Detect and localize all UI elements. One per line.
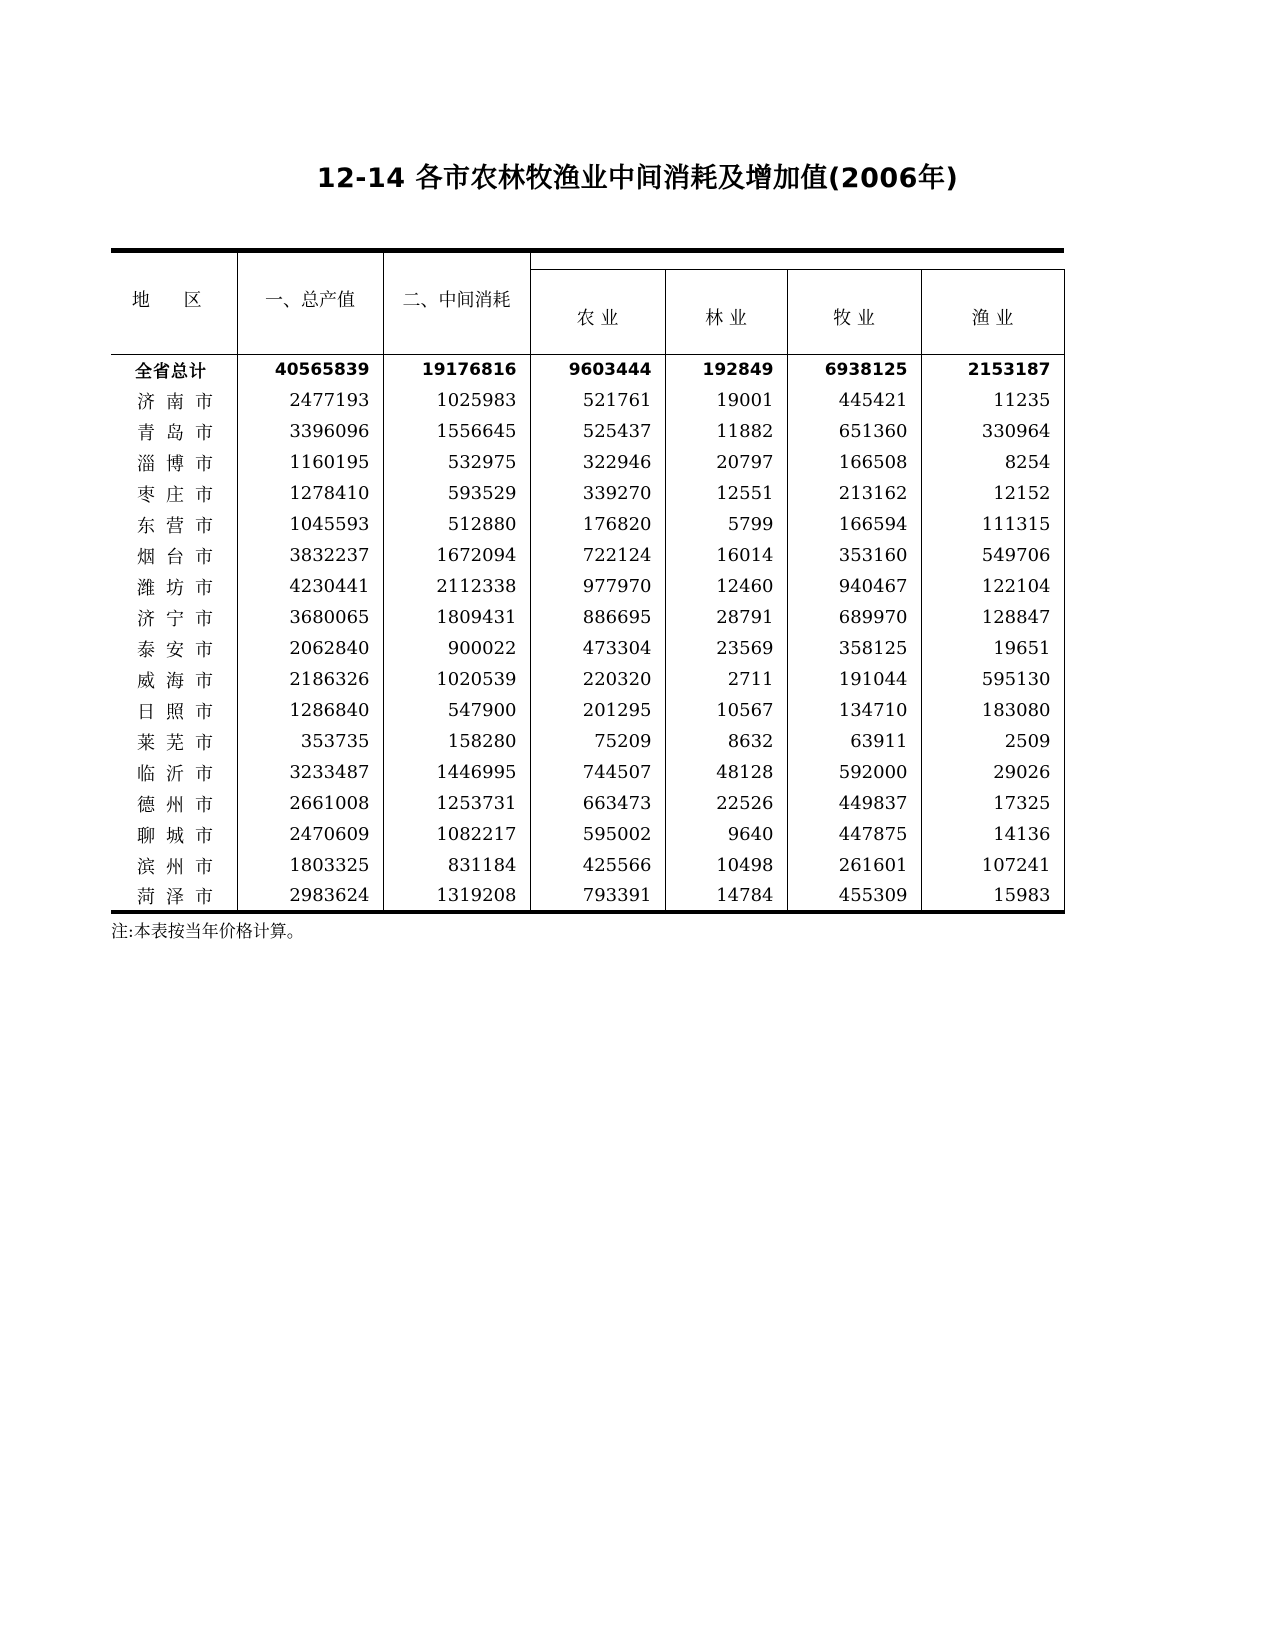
cell-forestry: 48128 — [665, 757, 787, 788]
table-row — [111, 416, 1064, 447]
table-row — [111, 788, 1064, 819]
cell-fishery: 549706 — [921, 540, 1064, 571]
cell-fishery: 11235 — [921, 385, 1064, 416]
cell-total-output: 1278410 — [237, 478, 383, 509]
cell-region: 莱芜市 — [111, 726, 237, 757]
table-row — [111, 602, 1064, 633]
cell-region: 东营市 — [111, 509, 237, 540]
cell-total-output: 2661008 — [237, 788, 383, 819]
header-region: 地 区 — [111, 253, 237, 354]
cell-husbandry: 592000 — [787, 757, 921, 788]
cell-agriculture: 473304 — [530, 633, 665, 664]
cell-intermediate: 1672094 — [383, 540, 530, 571]
cell-agriculture: 9603444 — [530, 354, 665, 385]
cell-total-output: 1803325 — [237, 850, 383, 881]
cell-intermediate: 593529 — [383, 478, 530, 509]
cell-intermediate: 1556645 — [383, 416, 530, 447]
header-forestry: 林 业 — [665, 269, 787, 354]
cell-fishery: 17325 — [921, 788, 1064, 819]
cell-agriculture: 977970 — [530, 571, 665, 602]
cell-intermediate: 19176816 — [383, 354, 530, 385]
cell-agriculture: 744507 — [530, 757, 665, 788]
cell-fishery: 595130 — [921, 664, 1064, 695]
cell-husbandry: 651360 — [787, 416, 921, 447]
cell-husbandry: 166594 — [787, 509, 921, 540]
header-intermediate-consumption: 二、中间消耗 — [383, 253, 530, 354]
cell-fishery: 111315 — [921, 509, 1064, 540]
table-row — [111, 509, 1064, 540]
cell-region: 临沂市 — [111, 757, 237, 788]
cell-total-output: 3680065 — [237, 602, 383, 633]
cell-fishery: 12152 — [921, 478, 1064, 509]
cell-region: 滨州市 — [111, 850, 237, 881]
page-title: 12-14 各市农林牧渔业中间消耗及增加值(2006年) — [316, 163, 959, 194]
cell-intermediate: 1809431 — [383, 602, 530, 633]
table-row — [111, 571, 1064, 602]
cell-forestry: 12460 — [665, 571, 787, 602]
cell-total-output: 2477193 — [237, 385, 383, 416]
cell-total-output: 4230441 — [237, 571, 383, 602]
cell-fishery: 15983 — [921, 881, 1064, 912]
cell-total-output: 1045593 — [237, 509, 383, 540]
cell-intermediate: 1319208 — [383, 881, 530, 912]
cell-fishery: 183080 — [921, 695, 1064, 726]
cell-agriculture: 425566 — [530, 850, 665, 881]
cell-husbandry: 213162 — [787, 478, 921, 509]
cell-intermediate: 2112338 — [383, 571, 530, 602]
cell-intermediate: 1253731 — [383, 788, 530, 819]
cell-region: 青岛市 — [111, 416, 237, 447]
cell-region: 济宁市 — [111, 602, 237, 633]
table-row — [111, 881, 1064, 912]
table-row — [111, 447, 1064, 478]
cell-region: 德州市 — [111, 788, 237, 819]
cell-fishery: 122104 — [921, 571, 1064, 602]
cell-agriculture: 322946 — [530, 447, 665, 478]
cell-total-output: 2062840 — [237, 633, 383, 664]
cell-region: 聊城市 — [111, 819, 237, 850]
cell-intermediate: 1025983 — [383, 385, 530, 416]
cell-region: 淄博市 — [111, 447, 237, 478]
cell-agriculture: 886695 — [530, 602, 665, 633]
table-body — [111, 354, 1064, 912]
cell-fishery: 330964 — [921, 416, 1064, 447]
cell-husbandry: 449837 — [787, 788, 921, 819]
table-row — [111, 819, 1064, 850]
cell-forestry: 5799 — [665, 509, 787, 540]
cell-fishery: 107241 — [921, 850, 1064, 881]
cell-forestry: 11882 — [665, 416, 787, 447]
cell-agriculture: 793391 — [530, 881, 665, 912]
table-row — [111, 540, 1064, 571]
cell-forestry: 10498 — [665, 850, 787, 881]
cell-forestry: 8632 — [665, 726, 787, 757]
cell-total-output: 1160195 — [237, 447, 383, 478]
cell-husbandry: 6938125 — [787, 354, 921, 385]
cell-region: 枣庄市 — [111, 478, 237, 509]
cell-region: 威海市 — [111, 664, 237, 695]
cell-forestry: 16014 — [665, 540, 787, 571]
footnote: 注:本表按当年价格计算。 — [111, 922, 304, 942]
cell-intermediate: 1446995 — [383, 757, 530, 788]
cell-intermediate: 532975 — [383, 447, 530, 478]
cell-forestry: 10567 — [665, 695, 787, 726]
cell-total-output: 2983624 — [237, 881, 383, 912]
cell-fishery: 8254 — [921, 447, 1064, 478]
cell-agriculture: 176820 — [530, 509, 665, 540]
cell-total-output: 1286840 — [237, 695, 383, 726]
cell-agriculture: 201295 — [530, 695, 665, 726]
cell-husbandry: 455309 — [787, 881, 921, 912]
table-row — [111, 757, 1064, 788]
cell-region: 菏泽市 — [111, 881, 237, 912]
header-agriculture: 农 业 — [530, 269, 665, 354]
cell-husbandry: 63911 — [787, 726, 921, 757]
cell-agriculture: 220320 — [530, 664, 665, 695]
cell-forestry: 9640 — [665, 819, 787, 850]
cell-total-output: 353735 — [237, 726, 383, 757]
cell-fishery: 2509 — [921, 726, 1064, 757]
cell-agriculture: 339270 — [530, 478, 665, 509]
cell-intermediate: 512880 — [383, 509, 530, 540]
cell-total-output: 3396096 — [237, 416, 383, 447]
cell-total-output: 2470609 — [237, 819, 383, 850]
cell-intermediate: 547900 — [383, 695, 530, 726]
table-row — [111, 385, 1064, 416]
table-row — [111, 633, 1064, 664]
cell-region: 全省总计 — [111, 354, 237, 385]
cell-intermediate: 158280 — [383, 726, 530, 757]
cell-agriculture: 525437 — [530, 416, 665, 447]
cell-fishery: 128847 — [921, 602, 1064, 633]
cell-husbandry: 353160 — [787, 540, 921, 571]
cell-forestry: 23569 — [665, 633, 787, 664]
cell-husbandry: 358125 — [787, 633, 921, 664]
cell-forestry: 192849 — [665, 354, 787, 385]
cell-forestry: 20797 — [665, 447, 787, 478]
cell-agriculture: 663473 — [530, 788, 665, 819]
cell-intermediate: 831184 — [383, 850, 530, 881]
cell-region: 烟台市 — [111, 540, 237, 571]
cell-husbandry: 447875 — [787, 819, 921, 850]
cell-intermediate: 1020539 — [383, 664, 530, 695]
statistics-table — [111, 253, 1065, 914]
cell-forestry: 28791 — [665, 602, 787, 633]
cell-husbandry: 134710 — [787, 695, 921, 726]
cell-forestry: 12551 — [665, 478, 787, 509]
cell-fishery: 29026 — [921, 757, 1064, 788]
cell-agriculture: 595002 — [530, 819, 665, 850]
header-husbandry: 牧 业 — [787, 269, 921, 354]
cell-fishery: 2153187 — [921, 354, 1064, 385]
cell-region: 日照市 — [111, 695, 237, 726]
header-fishery: 渔 业 — [921, 269, 1064, 354]
total-row — [111, 354, 1064, 385]
cell-husbandry: 166508 — [787, 447, 921, 478]
cell-fishery: 14136 — [921, 819, 1064, 850]
cell-forestry: 2711 — [665, 664, 787, 695]
header-total-output: 一、总产值 — [237, 253, 383, 354]
cell-region: 泰安市 — [111, 633, 237, 664]
cell-region: 济南市 — [111, 385, 237, 416]
cell-husbandry: 940467 — [787, 571, 921, 602]
cell-region: 潍坊市 — [111, 571, 237, 602]
table-row — [111, 850, 1064, 881]
cell-forestry: 14784 — [665, 881, 787, 912]
cell-intermediate: 900022 — [383, 633, 530, 664]
cell-agriculture: 722124 — [530, 540, 665, 571]
cell-total-output: 2186326 — [237, 664, 383, 695]
table-row — [111, 726, 1064, 757]
cell-husbandry: 261601 — [787, 850, 921, 881]
table-row — [111, 664, 1064, 695]
cell-intermediate: 1082217 — [383, 819, 530, 850]
cell-fishery: 19651 — [921, 633, 1064, 664]
table-row — [111, 695, 1064, 726]
cell-forestry: 19001 — [665, 385, 787, 416]
cell-total-output: 3832237 — [237, 540, 383, 571]
cell-husbandry: 191044 — [787, 664, 921, 695]
cell-husbandry: 689970 — [787, 602, 921, 633]
cell-husbandry: 445421 — [787, 385, 921, 416]
cell-total-output: 3233487 — [237, 757, 383, 788]
cell-agriculture: 75209 — [530, 726, 665, 757]
table-row — [111, 478, 1064, 509]
cell-total-output: 40565839 — [237, 354, 383, 385]
cell-agriculture: 521761 — [530, 385, 665, 416]
cell-forestry: 22526 — [665, 788, 787, 819]
